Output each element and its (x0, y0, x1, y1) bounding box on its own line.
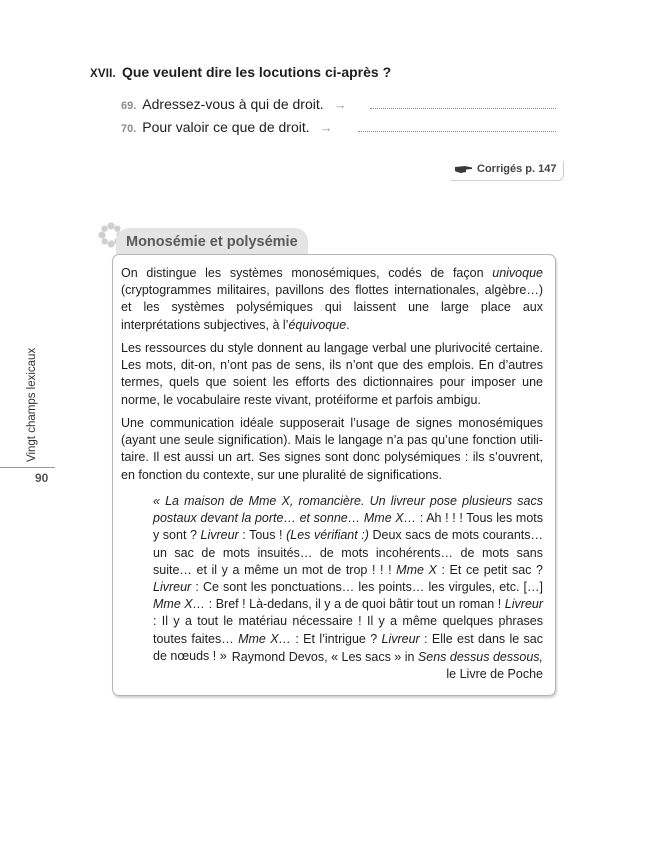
answer-line-70[interactable] (358, 131, 556, 132)
text-run: : Et l’intrigue ? (291, 631, 382, 646)
exercise-question: Que veulent dire les locutions ci-après ? (121, 64, 392, 80)
text-run: univoque (492, 266, 543, 280)
text-run: Les ressources du style donnent au langage verbal une plurivocité certaine. Les mots, dit-on, n’ont pas de sens, ils n’ont que des emplois. En d’autres termes, quels que soient les efforts des dictionnaires pour imposer une norme, le vocabulaire reste vivant, protéiforme et parfois ambigu. (121, 341, 543, 407)
exercise-title (90, 64, 391, 80)
text-run: : Tous ! (238, 528, 287, 543)
text-run: « La maison de Mme X, romancière. Un livreur pose plusieurs sacs postaux devant la porte… et sonne… Mme X… (153, 494, 543, 526)
answer-line-69[interactable] (370, 108, 556, 109)
text-run: Deux sacs de mots courants… un sac de mots insuités… de mots incohérents… de mots sans suite… et il y a même un mot de trop ! ! ! (153, 528, 544, 577)
box-title: Monosémie et polysémie (116, 228, 308, 254)
paragraph-1 (121, 265, 543, 334)
attribution-book-title: Sens dessus dessous, (417, 650, 543, 664)
corriges-label: Corrigés p. 147 (477, 163, 557, 175)
text-run: : Ah ! ! ! Tous les mots y sont ? (153, 511, 543, 543)
text-run: Livreur (200, 528, 239, 543)
exercise-item-69 (121, 96, 347, 112)
exercise-number: XVII. (90, 68, 116, 80)
text-run: . (346, 317, 350, 332)
text-run: On distingue les systèmes monosémiques, codés de façon (121, 266, 493, 280)
text-run: : Bref ! Là-dedans, il y a de quoi bâtir tout un roman ! (205, 597, 505, 612)
text-run: Livreur (504, 597, 544, 612)
item-number: 70. (121, 123, 137, 135)
paragraph-2 (121, 340, 543, 409)
text-run: : Elle est dans le sac de nœuds ! » (153, 631, 543, 663)
text-run: Mme X… (238, 631, 292, 646)
text-run: Livreur (153, 580, 192, 595)
text-run: (cryptogrammes militaires, pavillons des flottes internationales, algèbre…) et les systèmes polysémiques qui laissent une large place aux interprétations subjectives, à l’ (121, 283, 543, 332)
pointing-hand-icon (455, 164, 473, 174)
text-run: : Il y a tout le matériau nécessaire ! Il y a même quelques phrases toutes faites… (153, 614, 543, 646)
text-run: : Et ce petit sac ? (436, 562, 543, 577)
quote-attribution-line-1 (232, 649, 543, 666)
attribution-author: Raymond Devos, « Les sacs » in (231, 650, 418, 664)
text-run: Mme X… (153, 597, 206, 612)
paragraph-3 (121, 415, 543, 484)
quote-attribution-line-2: le Livre de Poche (446, 667, 543, 681)
item-text: Pour valoir ce que de droit. (142, 119, 310, 135)
exercise-item-70 (121, 119, 333, 135)
arrow-right-icon: → (319, 120, 333, 135)
item-text: Adressez-vous à qui de droit. (142, 96, 324, 112)
arrow-right-icon: → (333, 97, 347, 112)
text-run: Une communication idéale supposerait l’usage de signes monosémiques (ayant une seule signification). Mais le langage n’a pas qu’une fonction utilitaire. Il est aussi un art. Ses signes sont donc polysémiques : ils s’ouvrent, en fonction du contexte, sur une pluralité de significations. (121, 416, 543, 482)
devos-quote (153, 493, 543, 665)
corriges-reference[interactable] (451, 161, 564, 181)
chapter-running-head: Vingt champs lexicaux (26, 347, 38, 462)
text-run: Livreur (381, 631, 420, 646)
text-run: (Les vérifiant :) (286, 528, 369, 543)
margin-divider (0, 467, 55, 468)
text-run: équivoque (288, 317, 347, 332)
page-number: 90 (35, 471, 49, 485)
text-run: Mme X (396, 562, 437, 577)
text-run: : Ce sont les ponctuations… les points… les virgules, etc. […] (191, 580, 543, 595)
item-number: 69. (121, 100, 137, 112)
